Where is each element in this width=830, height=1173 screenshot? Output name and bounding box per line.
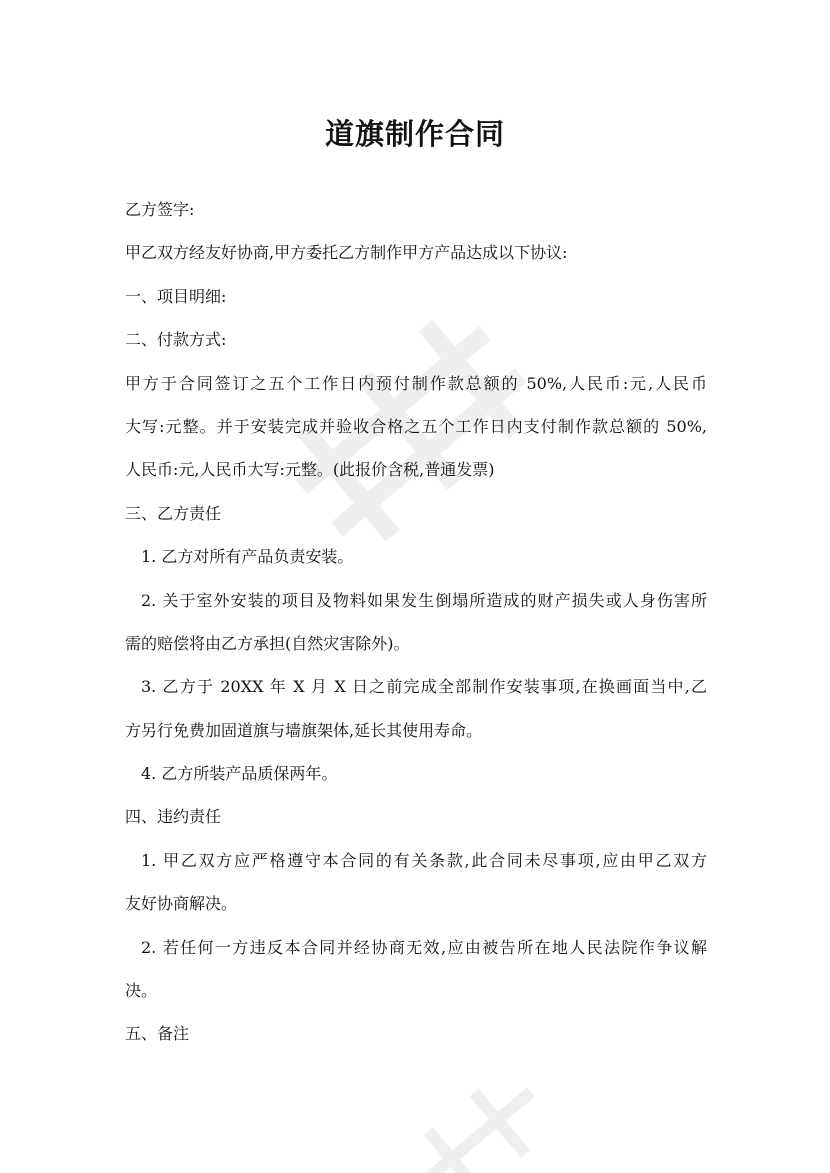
- section-heading-remarks: 五、备注: [125, 1024, 190, 1044]
- document-body: [125, 188, 707, 1056]
- breach-item-1-line-1: 1. 甲乙双方应严格遵守本合同的有关条款,此合同未尽事项,应由甲乙双方: [141, 850, 707, 870]
- section-heading-party-b-responsibility: 三、乙方责任: [125, 503, 222, 523]
- responsibility-item-1: 1. 乙方对所有产品负责安装。: [141, 547, 354, 567]
- payment-text-line-1: 甲方于合同签订之五个工作日内预付制作款总额的 50%,人民币:元,人民币: [125, 373, 707, 393]
- payment-text-line-2: 大写:元整。并于安装完成并验收合格之五个工作日内支付制作款总额的 50%,: [125, 416, 707, 436]
- payment-text-line-3: 人民币:元,人民币大写:元整。(此报价含税,普通发票): [125, 460, 495, 480]
- party-b-signature-line: 乙方签字:: [125, 200, 195, 219]
- breach-item-2-line-1: 2. 若任何一方违反本合同并经协商无效,应由被告所在地人民法院作争议解: [141, 937, 707, 957]
- breach-item-2-line-2: 决。: [125, 981, 158, 1001]
- responsibility-item-3-line-1: 3. 乙方于 20XX 年 X 月 X 日之前完成全部制作安装事项,在换画面当中,乙: [141, 677, 707, 697]
- responsibility-item-2-line-1: 2. 关于室外安装的项目及物料如果发生倒塌所造成的财产损失或人身伤害所: [141, 590, 707, 610]
- section-heading-breach: 四、违约责任: [125, 807, 222, 827]
- watermark-logo-bottom: [390, 1080, 570, 1173]
- section-heading-payment: 二、付款方式:: [125, 330, 227, 350]
- responsibility-item-2-line-2: 需的赔偿将由乙方承担(自然灾害除外)。: [125, 633, 410, 653]
- section-heading-project-details: 一、项目明细:: [125, 286, 227, 306]
- intro-paragraph: 甲乙双方经友好协商,甲方委托乙方制作甲方产品达成以下协议:: [125, 243, 568, 263]
- responsibility-item-4: 4. 乙方所装产品质保两年。: [141, 764, 338, 784]
- responsibility-item-3-line-2: 方另行免费加固道旗与墙旗架体,延长其使用寿命。: [125, 720, 483, 740]
- breach-item-1-line-2: 友好协商解决。: [125, 894, 238, 914]
- document-title: 道旗制作合同: [324, 117, 505, 151]
